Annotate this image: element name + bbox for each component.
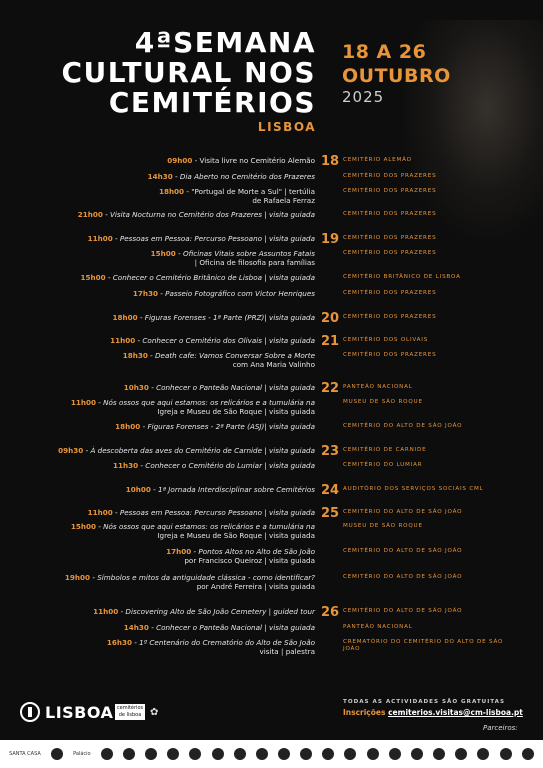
event-description xyxy=(25,172,315,181)
free-activities-note: TODAS AS ACTIVIDADES SÃO GRATUITAS xyxy=(343,699,506,705)
event-description xyxy=(25,210,315,219)
partner-logo xyxy=(51,748,63,760)
event-text-continued: com Ana Maria Valinho xyxy=(232,360,315,369)
event-text: - Nós ossos que aqui estamos: os relicários e a tumulária na xyxy=(95,398,315,407)
event-time: 15h00 xyxy=(70,522,96,531)
partner-logo xyxy=(212,748,224,760)
event-text-continued: Igreja e Museu de São Roque | visita guiada xyxy=(157,407,315,416)
event-text: - Pessoas em Pessoa: Percurso Pessoano | visita guiada xyxy=(112,234,315,243)
event-description xyxy=(25,313,315,322)
event-year: 2025 xyxy=(342,88,385,106)
event-text-continued: de Rafaela Ferraz xyxy=(252,196,315,205)
event-location: MUSEU DE SÃO ROQUE xyxy=(343,399,423,405)
event-location: CEMITÉRIO DOS PRAZERES xyxy=(343,314,437,320)
event-location: CREMATÓRIO DO CEMITÉRIO DO ALTO DE SÃO JOÃO xyxy=(343,639,504,652)
event-text: - Figuras Forenses - 2ª Parte (ASJ)| visita guiada xyxy=(140,422,315,431)
event-description xyxy=(25,187,315,205)
partner-logo xyxy=(300,748,312,760)
event-location: MUSEU DE SÃO ROQUE xyxy=(343,523,423,529)
event-description xyxy=(25,289,315,298)
event-day: 18 xyxy=(320,154,340,169)
event-time: 09h00 xyxy=(167,156,193,165)
partner-logo xyxy=(167,748,179,760)
event-description xyxy=(25,156,315,165)
event-text: - Pontos Altos no Alto de São João xyxy=(191,547,315,556)
event-dates xyxy=(342,40,451,88)
dates-line-1: 18 A 26 xyxy=(342,41,427,63)
event-text: - Visita Nocturna no Cemitério dos Prazeres | visita guiada xyxy=(102,210,315,219)
event-day: 19 xyxy=(320,232,340,247)
partner-logo xyxy=(344,748,356,760)
event-time: 11h00 xyxy=(87,508,113,517)
event-time: 17h30 xyxy=(132,289,158,298)
cemiterios-logo: cemitérios de lisboa xyxy=(116,705,144,718)
event-text: - Símbolos e mitos da antiguidade clássica - como identificar? xyxy=(90,573,315,582)
event-text: - Nós ossos que aqui estamos: os relicários e a tumulária na xyxy=(95,522,315,531)
event-day: 21 xyxy=(320,334,340,349)
partner-logo xyxy=(189,748,201,760)
lisboa-emblem-icon xyxy=(20,702,40,722)
event-description xyxy=(25,623,315,632)
event-location: CEMITÉRIO ALEMÃO xyxy=(343,157,412,163)
lisboa-logo xyxy=(20,702,113,722)
event-location: CEMITÉRIO DOS PRAZERES xyxy=(343,173,437,179)
event-location: CEMITÉRIO DO ALTO DE SÃO JOÃO xyxy=(343,608,463,614)
event-time: 14h30 xyxy=(147,172,173,181)
lisboa-logo-text: LISBOA xyxy=(45,702,114,722)
event-text: - Figuras Forenses - 1ª Parte (PRZ)| visita guiada xyxy=(137,313,315,322)
event-description xyxy=(25,547,315,565)
event-day: 24 xyxy=(320,483,340,498)
event-time: 11h00 xyxy=(93,607,119,616)
partner-logo xyxy=(500,748,512,760)
partner-logo: Palácio xyxy=(73,751,91,757)
partner-logo xyxy=(389,748,401,760)
event-text: - À descoberta das aves do Cemitério de Carnide | visita guiada xyxy=(83,446,315,455)
event-location: AUDITÓRIO DOS SERVIÇOS SOCIAIS CML xyxy=(343,486,484,492)
event-location: CEMITÉRIO DOS PRAZERES xyxy=(343,352,437,358)
event-day: 23 xyxy=(320,444,340,459)
event-time: 11h00 xyxy=(87,234,113,243)
event-text: - Conhecer o Panteão Nacional | visita guiada xyxy=(148,383,315,392)
partners-logo-bar xyxy=(0,740,543,768)
event-time: 17h00 xyxy=(166,547,192,556)
registration-email-link[interactable]: cemiterios.visitas@cm-lisboa.pt xyxy=(388,708,523,717)
event-text: - Visita livre no Cemitério Alemão xyxy=(192,156,315,165)
event-location: CEMITÉRIO DO ALTO DE SÃO JOÃO xyxy=(343,509,463,515)
event-time: 21h00 xyxy=(77,210,103,219)
event-location: CEMITÉRIO DO LUMIAR xyxy=(343,462,423,468)
event-time: 10h30 xyxy=(123,383,149,392)
partner-logo xyxy=(145,748,157,760)
event-location: PANTEÃO NACIONAL xyxy=(343,624,413,630)
event-description xyxy=(25,398,315,416)
event-location: CEMITÉRIO DOS PRAZERES xyxy=(343,211,437,217)
event-location: CEMITÉRIO DOS PRAZERES xyxy=(343,188,437,194)
event-description xyxy=(25,383,315,392)
event-text-continued: visita | palestra xyxy=(259,647,315,656)
event-time: 19h00 xyxy=(64,573,91,582)
event-text-continued: | Oficina de filosofia para famílias xyxy=(194,258,315,267)
event-location: CEMITÉRIO DOS PRAZERES xyxy=(343,235,437,241)
event-time: 18h00 xyxy=(112,313,138,322)
event-location: CEMITÉRIO DO ALTO DE SÃO JOÃO xyxy=(343,574,463,580)
partner-logo xyxy=(477,748,489,760)
partner-logo xyxy=(278,748,290,760)
event-description xyxy=(25,422,315,431)
event-text: - "Portugal de Morte a Sul" | tertúlia xyxy=(184,187,315,196)
event-text: - Conhecer o Panteão Nacional | visita guiada xyxy=(148,623,315,632)
title-line-3: CEMITÉRIOS xyxy=(108,86,316,119)
event-time: 11h00 xyxy=(110,336,136,345)
event-day: 26 xyxy=(320,605,340,620)
event-text: - Pessoas em Pessoa: Percurso Pessoano | visita guiada xyxy=(112,508,315,517)
event-description xyxy=(25,336,315,345)
event-time: 09h30 xyxy=(58,446,84,455)
event-description xyxy=(25,485,315,494)
event-title xyxy=(40,28,316,118)
event-description xyxy=(25,249,315,267)
title-line-2: CULTURAL NOS xyxy=(61,56,316,89)
event-time: 18h30 xyxy=(122,351,148,360)
event-text-continued: por Francisco Queiroz | visita guiada xyxy=(184,556,315,565)
event-location: CEMITÉRIO DOS PRAZERES xyxy=(343,290,437,296)
partner-logo: SANTA CASA xyxy=(9,751,41,757)
event-description xyxy=(25,573,315,591)
event-time: 15h00 xyxy=(80,273,106,282)
event-time: 11h30 xyxy=(113,461,139,470)
city-label: LISBOA xyxy=(257,120,316,134)
event-location: CEMITÉRIO DE CARNIDE xyxy=(343,447,427,453)
event-text: - 1º Centenário do Crematório do Alto de São João xyxy=(131,638,315,647)
partner-logo xyxy=(411,748,423,760)
event-location: CEMITÉRIO DO ALTO DE SÃO JOÃO xyxy=(343,423,463,429)
event-time: 16h30 xyxy=(106,638,132,647)
event-text: - Dia Aberto no Cemitério dos Prazeres xyxy=(172,172,315,181)
event-description xyxy=(25,607,315,616)
leaf-icon: ✿ xyxy=(150,707,159,718)
partner-logo xyxy=(522,748,534,760)
partner-logo xyxy=(367,748,379,760)
event-text: - Death cafe: Vamos Conversar Sobre a Morte xyxy=(147,351,315,360)
partner-logo xyxy=(322,748,334,760)
event-text: - Conhecer o Cemitério Britânico de Lisboa | visita guiada xyxy=(105,273,315,282)
event-description xyxy=(25,522,315,540)
event-text: - 1ª Jornada Interdisciplinar sobre Cemitérios xyxy=(150,485,315,494)
event-time: 18h00 xyxy=(115,422,141,431)
partner-logo xyxy=(455,748,467,760)
event-description xyxy=(25,508,315,517)
event-text-continued: por André Ferreira | visita guiada xyxy=(196,582,315,591)
partner-logo xyxy=(123,748,135,760)
event-location: CEMITÉRIO DOS PRAZERES xyxy=(343,250,437,256)
partner-logo xyxy=(256,748,268,760)
event-text-continued: Igreja e Museu de São Roque | visita guiada xyxy=(157,531,315,540)
event-time: 14h30 xyxy=(123,623,149,632)
event-text: - Conhecer o Cemitério do Lumiar | visita guiada xyxy=(138,461,315,470)
event-time: 11h00 xyxy=(70,398,96,407)
partners-label: Parceiros: xyxy=(483,724,518,732)
event-day: 20 xyxy=(320,311,340,326)
dates-line-2: OUTUBRO xyxy=(342,65,451,87)
event-description xyxy=(25,446,315,455)
partner-logo xyxy=(234,748,246,760)
event-time: 18h00 xyxy=(158,187,185,196)
event-description xyxy=(25,273,315,282)
event-text: - Oficinas Vitais sobre Assuntos Fatais xyxy=(175,249,315,258)
event-description xyxy=(25,461,315,470)
registration-label: Inscrições xyxy=(343,708,386,717)
event-time: 10h00 xyxy=(125,485,151,494)
partner-logo xyxy=(433,748,445,760)
title-line-1: 4ªSEMANA xyxy=(134,26,316,59)
event-location: CEMITÉRIO DOS OLIVAIS xyxy=(343,337,429,343)
partner-logo xyxy=(101,748,113,760)
event-description xyxy=(25,234,315,243)
event-description xyxy=(25,351,315,369)
event-day: 22 xyxy=(320,381,340,396)
event-text: - Discovering Alto de São João Cemetery | guided tour xyxy=(118,607,315,616)
event-location: CEMITÉRIO BRITÂNICO DE LISBOA xyxy=(343,274,461,280)
event-description xyxy=(25,638,315,656)
event-location: PANTEÃO NACIONAL xyxy=(343,384,413,390)
event-text: - Conhecer o Cemitério dos Olivais | visita guiada xyxy=(135,336,315,345)
event-location: CEMITÉRIO DO ALTO DE SÃO JOÃO xyxy=(343,548,463,554)
registration-info xyxy=(343,708,523,717)
event-text: - Passeio Fotográfico com Victor Henriques xyxy=(157,289,315,298)
event-day: 25 xyxy=(320,506,340,521)
event-time: 15h00 xyxy=(150,249,176,258)
